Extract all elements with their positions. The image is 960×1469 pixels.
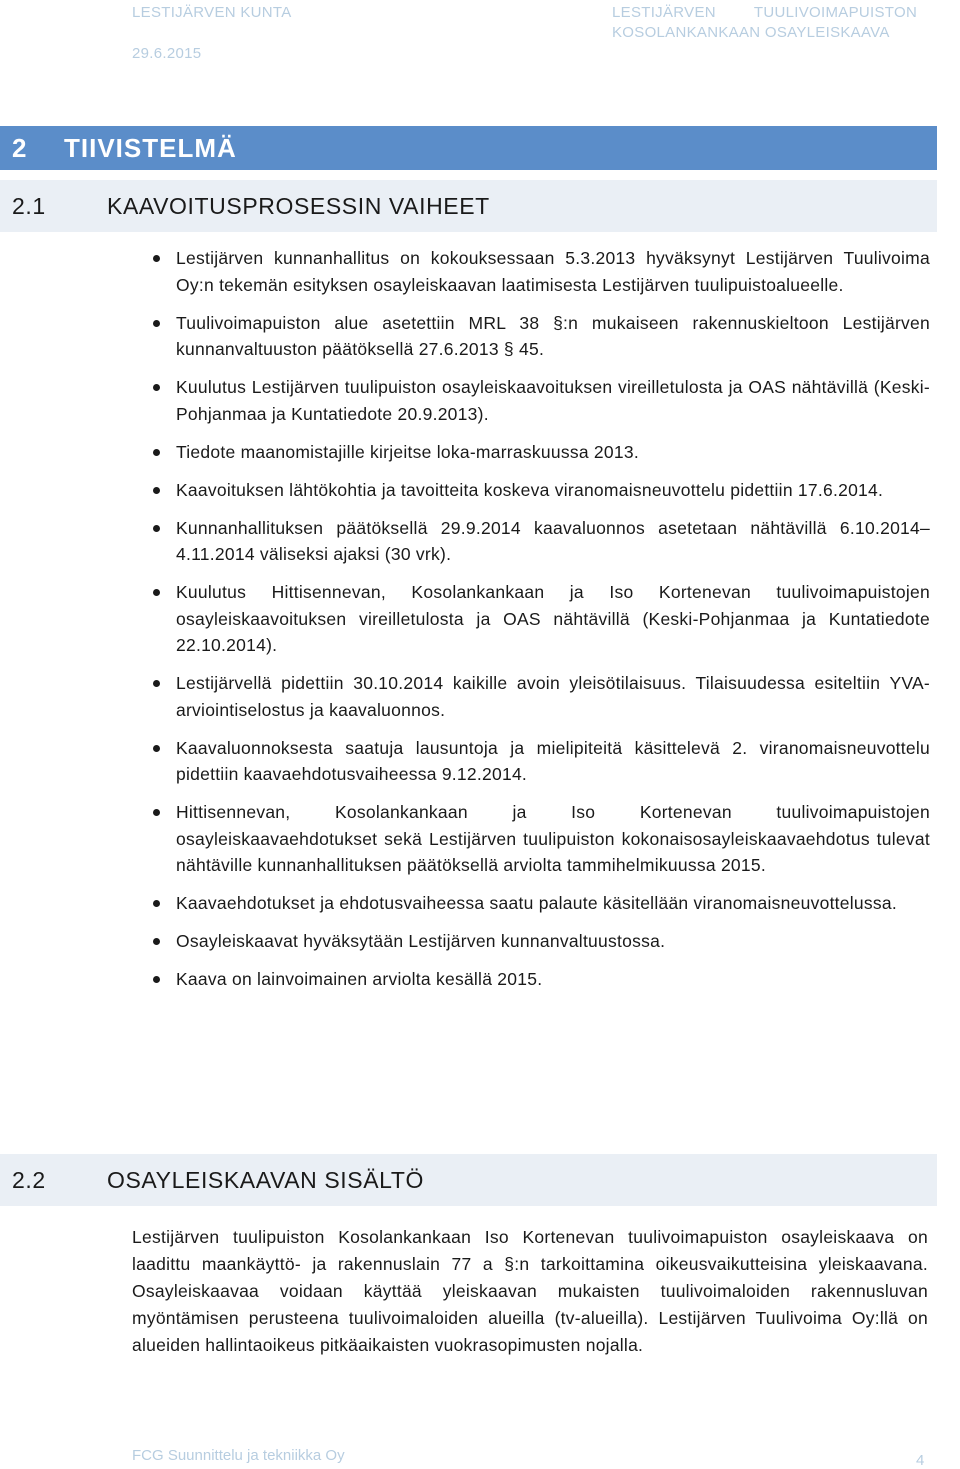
page-number: 4: [916, 1452, 925, 1469]
subsection-title: KAAVOITUSPROSESSIN VAIHEET: [107, 192, 490, 219]
list-item: [150, 579, 930, 659]
list-item: [150, 477, 930, 504]
bullet-icon: [153, 589, 160, 596]
list-item-text: Kuulutus Hittisennevan, Kosolankankaan ja Iso Kortenevan tuulivoimapuistojen osayleiskaavoituksen vireilletulosta ja OAS nähtävillä (Keski-Pohjanmaa ja Kuntatiedote 22.10.2014).: [176, 582, 930, 655]
header-date: 29.6.2015: [132, 45, 202, 62]
header-project-type: TUULIVOIMAPUISTON: [753, 4, 918, 21]
bullet-icon: [153, 320, 160, 327]
content-paragraph: Lestijärven tuulipuiston Kosolankankaan Iso Kortenevan tuulivoimapuiston osayleiskaava on laadittu maankäyttö- ja rakennuslain 77 a §:n tarkoittamina oikeusvaikutteisina yleiskaavana. Osayleiskaavaa voidaan käyttää yleiskaavan mukaisten tuulivoimaloiden rakennusluvan myöntämisen perusteena tuulivoimaloiden alueilla (tv-alueilla). Lestijärven Tuulivoima Oy:llä on alueiden hallintaoikeus pitkäaikaisten vuokrasopimusten nojalla.: [132, 1227, 928, 1355]
list-item-text: Osayleiskaavat hyväksytään Lestijärven kunnanvaltuustossa.: [176, 931, 666, 951]
list-item: [150, 670, 930, 723]
section-number: 2: [12, 132, 28, 163]
list-item: [150, 310, 930, 363]
bullet-icon: [153, 449, 160, 456]
list-item-text: Lestijärven kunnanhallitus on kokouksessaan 5.3.2013 hyväksynyt Lestijärven Tuulivoima Oy:n tekemän esityksen osayleiskaavan laatimisesta Lestijärven tuulipuistoalueelle.: [176, 248, 930, 295]
subsection-number: 2.1: [12, 192, 46, 219]
bullet-icon: [153, 487, 160, 494]
list-item-text: Tuulivoimapuiston alue asetettiin MRL 38 §:n mukaiseen rakennuskieltoon Lestijärven kunnanvaltuuston päätöksellä 27.6.2013 § 45.: [176, 312, 930, 359]
bullet-icon: [153, 938, 160, 945]
section-heading: [0, 126, 937, 170]
bullet-icon: [153, 900, 160, 907]
list-item: [150, 890, 930, 917]
list-item: [150, 374, 930, 427]
list-item: [150, 799, 930, 879]
bullet-icon: [153, 976, 160, 983]
header-project-plan: KOSOLANKANKAAN OSAYLEISKAAVA: [612, 24, 890, 41]
list-item: [150, 735, 930, 788]
list-item-text: Kaavaehdotukset ja ehdotusvaiheessa saatu palaute käsitellään viranomaisneuvottelussa.: [176, 893, 897, 913]
bullet-icon: [153, 384, 160, 391]
subsection-title: OSAYLEISKAAVAN SISÄLTÖ: [107, 1166, 424, 1193]
bullet-icon: [153, 680, 160, 687]
bullet-icon: [153, 255, 160, 262]
list-item-text: Hittisennevan, Kosolankankaan ja Iso Kortenevan tuulivoimapuistojen osayleiskaavaehdotukset sekä Lestijärven tuulipuiston kokonaisosayleiskaavaehdotus tulevat nähtäville kunnanhallituksen päätöksellä arviolta tammihelmikuussa 2015.: [176, 802, 930, 875]
list-item-text: Kaavaluonnoksesta saatuja lausuntoja ja mielipiteitä käsittelevä 2. viranomaisneuvottelu pidettiin kaavaehdotusvaiheessa 9.12.2014.: [176, 737, 930, 784]
section-title: TIIVISTELMÄ: [64, 132, 237, 163]
bullet-icon: [153, 809, 160, 816]
subsection-heading-content: [0, 1154, 937, 1206]
list-item-text: Kunnanhallituksen päätöksellä 29.9.2014 kaavaluonnos asetetaan nähtävillä 6.10.2014–4.11.2014 väliseksi ajaksi (30 vrk).: [176, 517, 930, 564]
header-project-name: LESTIJÄRVEN: [612, 4, 716, 21]
list-item-text: Tiedote maanomistajille kirjeitse loka-marraskuussa 2013.: [176, 441, 639, 462]
subsection-heading-process: [0, 180, 937, 232]
process-steps-list: [150, 245, 930, 1004]
footer-company: FCG Suunnittelu ja tekniikka Oy: [132, 1447, 345, 1464]
bullet-icon: [153, 525, 160, 532]
header-org: LESTIJÄRVEN KUNTA: [132, 4, 292, 21]
list-item-text: Kuulutus Lestijärven tuulipuiston osayleiskaavoituksen vireilletulosta ja OAS nähtävillä (Keski-Pohjanmaa ja Kuntatiedote 20.9.2013).: [176, 377, 930, 424]
header-project: [612, 3, 917, 43]
list-item: [150, 245, 930, 298]
list-item: [150, 928, 930, 955]
list-item: [150, 515, 930, 568]
subsection-number: 2.2: [12, 1166, 46, 1193]
list-item-text: Lestijärvellä pidettiin 30.10.2014 kaikille avoin yleisötilaisuus. Tilaisuudessa esiteltiin YVA-arviointiselostus ja kaavaluonnos.: [176, 673, 930, 720]
bullet-icon: [153, 745, 160, 752]
list-item-text: Kaava on lainvoimainen arviolta kesällä 2015.: [176, 969, 543, 989]
list-item: [150, 966, 930, 993]
list-item: [150, 439, 930, 466]
list-item-text: Kaavoituksen lähtökohtia ja tavoitteita koskeva viranomaisneuvottelu pidettiin 17.6.2014.: [176, 479, 884, 500]
